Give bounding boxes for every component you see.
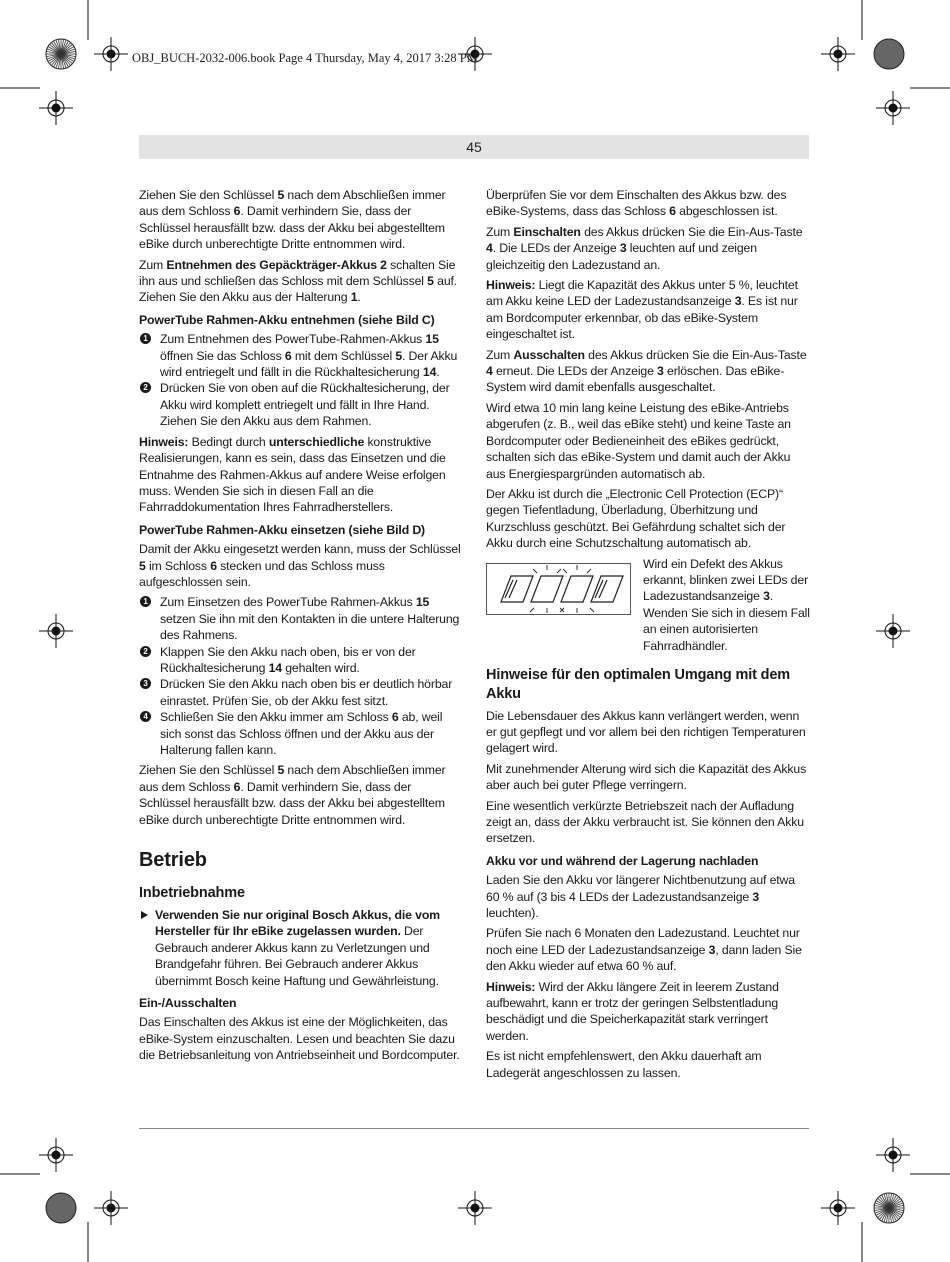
subsection-heading: Inbetriebnahme xyxy=(139,885,245,902)
step-text: Klappen Sie den Akku nach oben, bis er von der Rückhaltesicherung 14 gehalten wird. xyxy=(160,644,416,675)
step-number-badge: 4 xyxy=(140,711,151,722)
paragraph: Eine wesentlich verkürzte Betriebszeit nach der Aufladung zeigt an, dass der Akku verbraucht ist. Sie können den Akku ersetzen. xyxy=(486,798,804,846)
note-paragraph: Hinweis: Bedingt durch unterschiedliche konstruktive Realisierungen, kann es sein, dass das Einsetzen und die Entnahme des Rahmen-Akkus auf andere Weise erfolgen muss. Wenden Sie sich in diesen Fall an die Fahrraddokumentation Ihres Fahrradherstellers. xyxy=(139,434,446,515)
subsection-heading: Hinweise für den optimalen Umgang mit dem Akku xyxy=(486,666,791,702)
list-item xyxy=(139,594,464,643)
paragraph: Zum Einschalten des Akkus drücken Sie die Ein-Aus-Taste 4. Die LEDs der Anzeige 3 leuchten auf und zeigen gleichzeitig den Ladezustand an. xyxy=(486,224,803,272)
crosshair-mark xyxy=(94,37,128,71)
subheading: Ein-/Ausschalten xyxy=(139,996,237,1011)
crosshair-mark xyxy=(458,1191,492,1225)
crosshair-mark xyxy=(39,614,73,648)
footer-rule xyxy=(139,1128,809,1129)
paragraph: Ziehen Sie den Schlüssel 5 nach dem Abschließen immer aus dem Schloss 6. Damit verhindern Sie, dass der Schlüssel herausfällt bzw. dass der Akku bei abgestelltem eBike durch unberechtigte Dritte entnommen wird. xyxy=(139,188,446,252)
registration-circle xyxy=(874,39,904,69)
crosshair-mark xyxy=(94,1191,128,1225)
arrow-bullet-icon xyxy=(141,911,148,919)
step-list xyxy=(139,594,464,758)
paragraph: Überprüfen Sie vor dem Einschalten des Akkus bzw. des eBike-Systems, dass das Schloss 6 abgeschlossen ist. xyxy=(486,188,787,219)
led-display-illustration xyxy=(486,563,631,615)
step-number-badge: 1 xyxy=(140,333,151,344)
subheading: Akku vor und während der Lagerung nachladen xyxy=(486,853,759,868)
registration-circle xyxy=(46,39,76,69)
paragraph: Es ist nicht empfehlenswert, den Akku dauerhaft am Ladegerät angeschlossen zu lassen. xyxy=(486,1049,762,1080)
crosshair-mark xyxy=(39,91,73,125)
list-item xyxy=(139,380,464,429)
paragraph: Die Lebensdauer des Akkus kann verlängert werden, wenn er gut gepflegt und vor allem bei den richtigen Temperaturen gelagert wird. xyxy=(486,708,806,756)
registration-circle xyxy=(874,1193,904,1223)
left-column xyxy=(139,187,464,1068)
paragraph: Das Einschalten des Akkus ist eine der Möglichkeiten, das eBike-System einzuschalten. Lesen und beachten Sie dazu die Betriebsanleitung von Antriebseinheit und Bordcomputer. xyxy=(139,1015,460,1063)
step-list xyxy=(139,331,464,429)
step-number-badge: 1 xyxy=(140,596,151,607)
note-paragraph: Hinweis: Wird der Akku längere Zeit in leerem Zustand aufbewahrt, kann er trotz der geringen Selbstentladung beschädigt und die Speicherkapazität stark verringert werden. xyxy=(486,979,779,1043)
list-item xyxy=(139,644,464,677)
page-number-bar xyxy=(139,135,809,159)
step-text: Zum Entnehmen des PowerTube-Rahmen-Akkus 15 öffnen Sie das Schloss 6 mit dem Schlüssel 5. Der Akku wird entriegelt und fällt in die Rückhaltesicherung 14. xyxy=(160,332,458,380)
step-text: Schließen Sie den Akku immer am Schloss 6 ab, weil sich sonst das Schloss öffnen und der Akku aus der Halterung fallen kann. xyxy=(160,710,443,757)
led-defect-block xyxy=(486,556,811,654)
right-column xyxy=(486,187,811,1085)
crosshair-mark xyxy=(39,1138,73,1172)
paragraph: Zum Ausschalten des Akkus drücken Sie die Ein-Aus-Taste 4 erneut. Die LEDs der Anzeige 3 erlöschen. Das eBike-System wird damit ebenfalls ausgeschaltet. xyxy=(486,347,807,395)
crosshair-mark xyxy=(821,37,855,71)
step-number-badge: 2 xyxy=(140,382,151,393)
step-number-badge: 3 xyxy=(140,678,151,689)
paragraph: Damit der Akku eingesetzt werden kann, muss der Schlüssel 5 im Schloss 6 stecken und das Schloss muss aufgeschlossen sein. xyxy=(139,542,461,589)
crosshair-mark xyxy=(821,1191,855,1225)
paragraph: Mit zunehmender Alterung wird sich die Kapazität des Akkus aber auch bei guter Pflege verringern. xyxy=(486,761,807,793)
paragraph: Wird etwa 10 min lang keine Leistung des eBike-Antriebs abgerufen (z. B., weil das eBike steht) und keine Taste an Bordcomputer oder Bedieneinheit des eBikes gedrückt, schalten sich das eBike-System und damit auch der Akku aus Energiespargründen automatisch ab. xyxy=(486,400,791,481)
step-text: Drücken Sie von oben auf die Rückhaltesicherung, der Akku wird komplett entriegelt und fällt in Ihre Hand. Ziehen Sie den Akku aus dem Rahmen. xyxy=(160,381,450,429)
step-text: Zum Einsetzen des PowerTube Rahmen-Akkus 15 setzen Sie ihn mit den Kontakten in die untere Halterung des Rahmens. xyxy=(160,595,460,643)
header-file-info: OBJ_BUCH-2032-006.book Page 4 Thursday, May 4, 2017 3:28 PM xyxy=(132,51,478,65)
note-paragraph: Hinweis: Liegt die Kapazität des Akkus unter 5 %, leuchtet am Akku keine LED der Ladezustandsanzeige 3. Es ist nur am Bordcomputer erkennbar, ob das eBike-System eingeschaltet ist. xyxy=(486,278,798,342)
section-heading: Betrieb xyxy=(139,849,207,872)
list-item xyxy=(139,331,464,380)
subheading: PowerTube Rahmen-Akku entnehmen (siehe Bild C) xyxy=(139,312,435,327)
paragraph: Zum Entnehmen des Gepäckträger-Akkus 2 schalten Sie ihn aus und schließen das Schloss mit dem Schlüssel 5 auf. Ziehen Sie den Akku aus der Halterung 1. xyxy=(139,257,458,305)
paragraph: Laden Sie den Akku vor längerer Nichtbenutzung auf etwa 60 % auf (3 bis 4 LEDs der Ladezustandsanzeige 3 leuchten). xyxy=(486,873,795,920)
paragraph: Ziehen Sie den Schlüssel 5 nach dem Abschließen immer aus dem Schloss 6. Damit verhindern Sie, dass der Schlüssel herausfällt bzw. dass der Akku bei abgestelltem eBike durch unberechtigte Dritte entnommen wird. xyxy=(139,763,446,827)
crosshair-mark xyxy=(876,614,910,648)
subheading: PowerTube Rahmen-Akku einsetzen (siehe Bild D) xyxy=(139,522,426,537)
led-defect-text: Wird ein Defekt des Akkus erkannt, blinken zwei LEDs der Ladezustandsanzeige 3. Wenden Sie sich in diesem Fall an einen autorisierten Fahrradhändler. xyxy=(643,556,810,653)
list-item xyxy=(139,709,464,758)
warning-item xyxy=(139,907,464,989)
list-item xyxy=(139,676,464,709)
crosshair-mark xyxy=(876,1138,910,1172)
blinking-leds-icon xyxy=(487,564,630,614)
crosshair-mark xyxy=(876,91,910,125)
paragraph: Der Akku ist durch die „Electronic Cell Protection (ECP)“ gegen Tiefentladung, Überladung, Überhitzung und Kurzschluss geschützt. Bei Gefährdung schaltet sich der Akku durch eine Schutzschaltung automatisch ab. xyxy=(486,486,786,551)
paragraph: Prüfen Sie nach 6 Monaten den Ladezustand. Leuchtet nur noch eine LED der Ladezustandsanzeige 3, dann laden Sie den Akku wieder auf etwa 60 % auf. xyxy=(486,926,802,974)
warning-text: Verwenden Sie nur original Bosch Akkus, die vom Hersteller für Ihr eBike zugelassen wurden. Der Gebrauch anderer Akkus kann zu Verletzungen und Brandgefahr führen. Bei Gebrauch anderer Akkus übernimmt Bosch keine Haftung und Gewährleistung. xyxy=(155,908,440,988)
step-text: Drücken Sie den Akku nach oben bis er deutlich hörbar einrastet. Prüfen Sie, ob der Akku fest sitzt. xyxy=(160,677,453,708)
registration-circle xyxy=(46,1193,76,1223)
step-number-badge: 2 xyxy=(140,646,151,657)
page-number: 45 xyxy=(466,139,482,155)
